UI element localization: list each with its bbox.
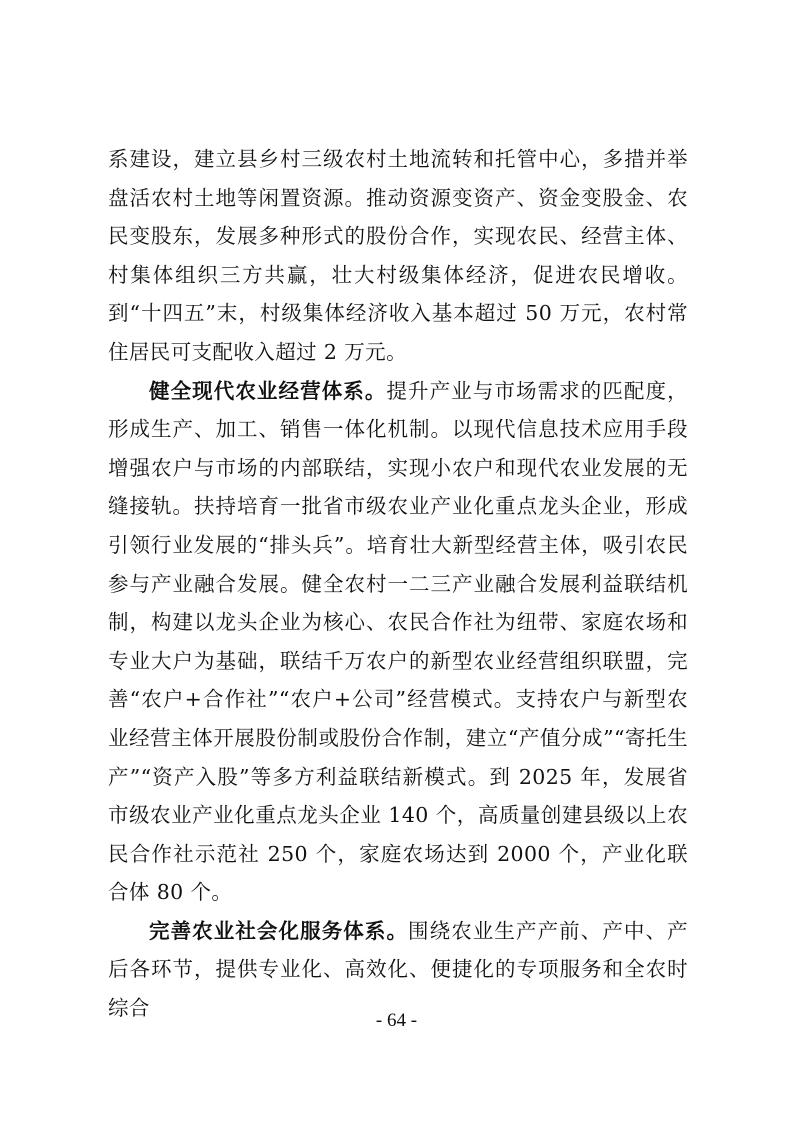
paragraph-3-heading: 完善农业社会化服务体系。 [149, 918, 409, 943]
paragraph-2-text: 提升产业与市场需求的匹配度，形成生产、加工、销售一体化机制。以现代信息技术应用手段增强农户与市场的内部联结，实现小农户和现代农业发展的无缝接轨。扶持培育一批省市级农业产业化重点龙头企业，形成引领行业发展的“排头兵”。培育壮大新型经营主体，吸引农民参与产业融合发展。健全农村一二三产业融合发展利益联结机制，构建以龙头企业为核心、农民合作社为纽带、家庭农场和专业大户为基础，联结千万农户的新型农业经营组织联盟，完善“农户+合作社”“农户+公司”经营模式。支持农户与新型农业经营主体开展股份制或股份合作制，建立“产值分成”“寄托生产”“资产入股”等多方利益联结新模式。到 2025 年，发展省市级农业产业化重点龙头企业 140 个，高质量创建县级以上农民合作社示范社 250 个，家庭农场达到 2000 个，产业化联合体 80 个。 [108, 378, 688, 905]
paragraph-3-text: 围绕农业生产产前、产中、产后各环节，提供专业化、高效化、便捷化的专项服务和全农时综合 [108, 918, 688, 1021]
paragraph-2-heading: 健全现代农业经营体系。 [149, 378, 387, 403]
document-body [108, 140, 688, 1028]
paragraph-1-text: 系建设，建立县乡村三级农村土地流转和托管中心，多措并举盘活农村土地等闲置资源。推动资源变资产、资金变股金、农民变股东，发展多种形式的股份合作，实现农民、经营主体、村集体组织三方共赢，壮大村级集体经济，促进农民增收。到“十四五”末，村级集体经济收入基本超过 50 万元，农村常住居民可支配收入超过 2 万元。 [108, 147, 688, 364]
paragraph-1 [108, 140, 688, 372]
page-number: - 64 - [375, 1010, 418, 1031]
paragraph-2 [108, 372, 688, 912]
